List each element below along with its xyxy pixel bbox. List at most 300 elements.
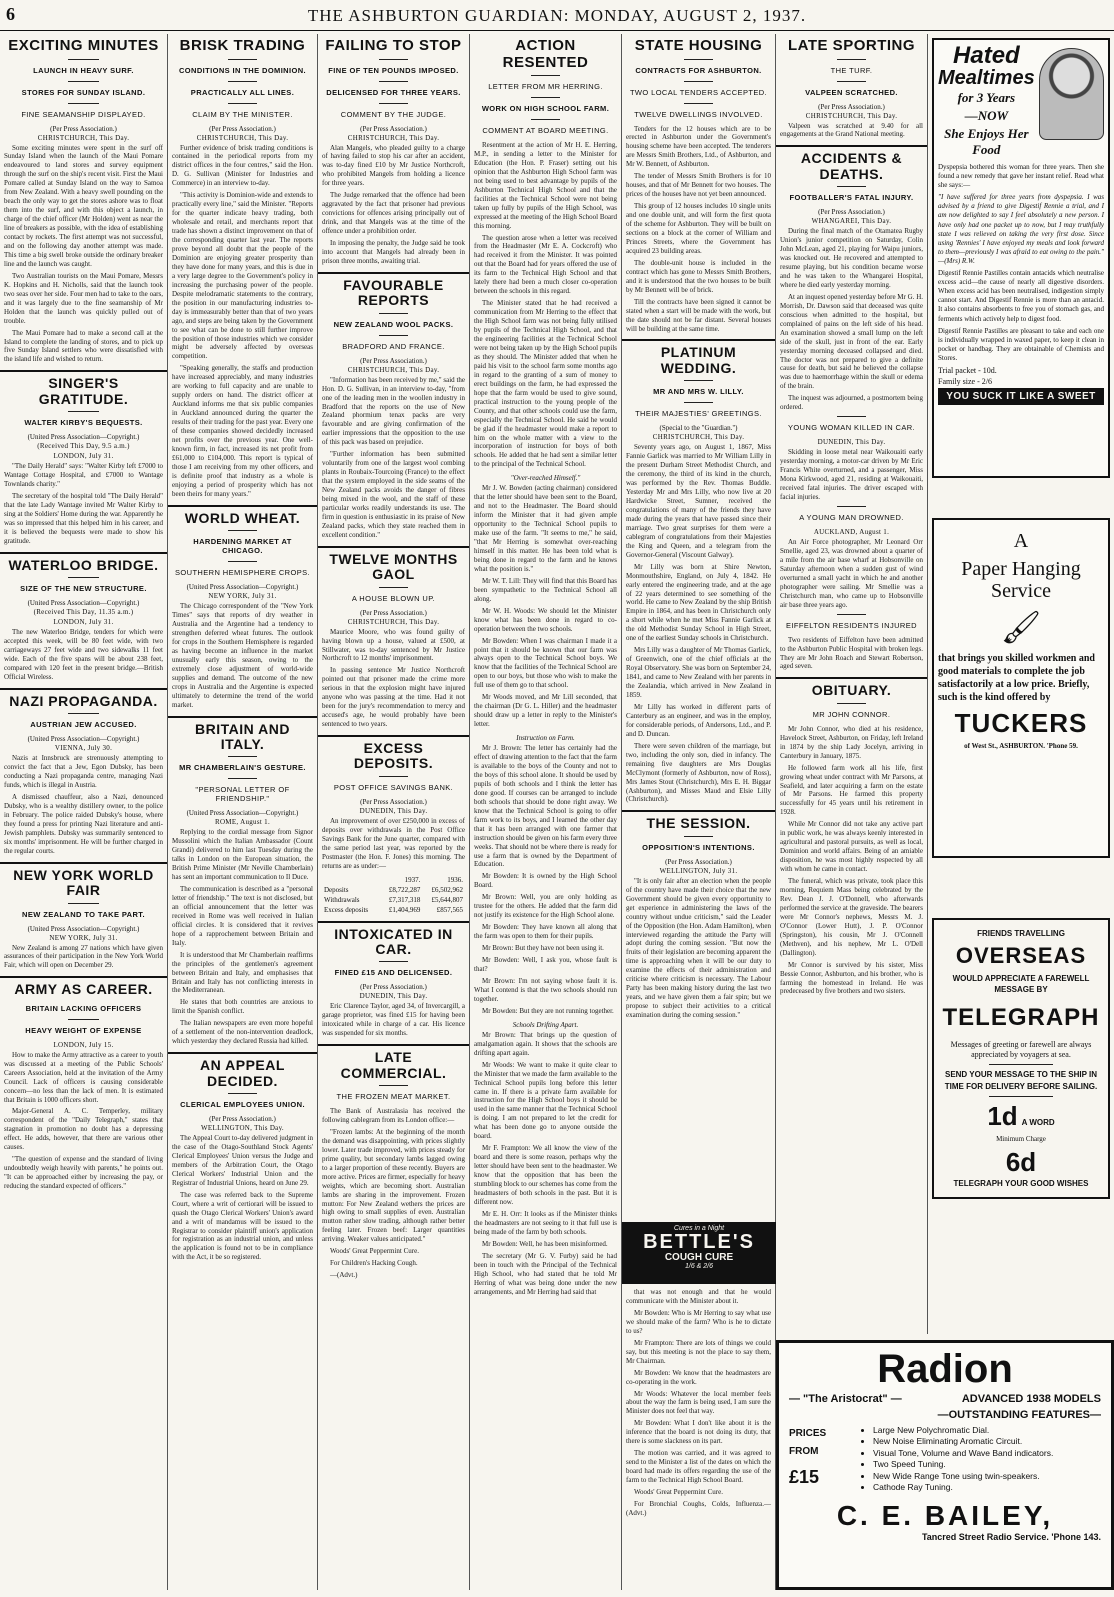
headline: ACTION RESENTED: [502, 37, 589, 71]
masthead-title: THE ASHBURTON GUARDIAN: MONDAY, AUGUST 2, 1937.: [307, 6, 807, 25]
dateline: LONDON, July 15.: [53, 1040, 114, 1049]
story-failing-to-stop: [322, 38, 465, 266]
advanced-models: ADVANCED 1938 MODELS: [961, 1393, 1101, 1405]
page-number: 6: [6, 4, 15, 24]
story-singers-gratitude: [4, 376, 163, 545]
table-cell: £6,502,962: [431, 885, 463, 894]
divider: [837, 186, 866, 187]
ad-subtitle: —NOW: [964, 108, 1009, 123]
dateline: DUNEDIN, This Day.: [359, 806, 428, 815]
press-credit: (United Press Association—Copyright.): [27, 599, 140, 608]
dateline: WELLINGTON, This Day.: [201, 1123, 284, 1132]
rate-unit: A WORD: [1021, 1117, 1055, 1127]
press-credit: (Per Press Association.): [360, 124, 427, 133]
story-separator: [318, 1044, 469, 1046]
press-credit: (Per Press Association.): [360, 797, 427, 806]
dealer-name: C. E. BAILEY,: [836, 1499, 1054, 1531]
paragraph: Mr F. Frampton: We all know the view of the board and there is some reason, perhaps why the letter should have been sent to the headmaster. We know that the opposition that has been the stumbling block to our schemes has come from the headmasters of both schools in the past. But it is different now.: [474, 1144, 617, 1206]
paragraph: This group of 12 houses includes 10 single units and one double unit, and will form the first quota of the scheme for Ashburton. They will be built on sections on a block at the corner of William and Princes Streets, where the Government has acquired 23 building areas.: [626, 202, 771, 255]
price-amount: £15: [789, 1467, 820, 1487]
list-item: • New Wide Range Tone using twin-speakers.: [873, 1471, 1053, 1482]
press-credit: (Per Press Association.): [665, 857, 732, 866]
paragraph: In passing sentence Mr Justice Northcroft pointed out that prisoner made the crime more serious in that the explosion might have injured anyone who was passing at the time. Had it not been for the jury's recommendation to mercy and accused's age, he would probably have been sentenced to two years.: [322, 666, 465, 729]
subheadline: BRITAIN LACKING OFFICERS: [25, 1003, 142, 1013]
paragraph: Mr Lilly has worked in different parts of Canterbury as an engineer, and was in the employ, for considerable periods, of Andersons, Ltd., and P. and D. Duncan.: [626, 702, 771, 738]
dateline: LONDON, July 31.: [53, 618, 114, 627]
paragraph: that was not enough and that he would communicate with the Minister about it.: [626, 1288, 771, 1305]
story-separator: [168, 716, 317, 718]
subheadline: TWELVE DWELLINGS INVOLVED.: [634, 109, 763, 119]
headline: THE SESSION.: [646, 815, 751, 832]
paragraph: Mr Woods: Whatever the local member feels about the way the farm is being used, I am sure the Minister does not feel that way.: [626, 1389, 771, 1416]
paragraph: Nazis at Innsbruck are strenuously attempting to convict the fact that a Jew, Egon Dubsky, has been conducting a Nazi propaganda centre, managing Nazi funds, which is illegal in Austria.: [4, 754, 163, 790]
ad-price-line: [938, 377, 1104, 386]
paragraph: Alan Mangels, who pleaded guilty to a charge of having failed to stop his car after an accident, was to-day fined £10 by Mr Justice Northcroft, who prohibited Mangels from holding a licence for three years.: [322, 143, 465, 188]
paragraph: The communication is described as a "personal letter of friendship." The text is not disclosed, but an official announcement that the letter was received in Rome was well received in Italian official circles. It is considered that it revives hope of a rapprochement between Britain and Italy.: [172, 885, 313, 947]
story-separator: [318, 735, 469, 737]
divider: [68, 103, 100, 104]
divider: [989, 1064, 1054, 1065]
table-header-row: [322, 875, 465, 885]
paragraph: Mr Bowden: When I was chairman I made it a point that it should be known that our farm was always open to the Technical School boys. We know that the facilities of the Technical School are open to our boys, but those who wish to make the full use of them go to that school.: [474, 636, 617, 690]
divider: [989, 1096, 1054, 1097]
rennie-title-block: [938, 44, 1035, 160]
headline: BRISK TRADING: [179, 37, 306, 54]
story-exciting-minutes: [4, 38, 163, 364]
table-cell: Withdrawals: [324, 895, 360, 904]
advert-line: Woods' Great Peppermint Cure.: [330, 1247, 419, 1256]
telegraph-advert: [932, 918, 1110, 1199]
story-twelve-months-gaol: [322, 552, 465, 729]
subheadline: A YOUNG MAN DROWNED.: [799, 512, 904, 522]
paragraph: Mr Woods: We want to make it quite clear to the Minister that we made the farm available to the Technical School pupils long before this letter came in. If there is a private farm available for instruction for the High School boys it should be used in the same manner that the Technical School is doing. I am not prepared to let the credit for what has been done go to anyone outside the board.: [474, 1060, 617, 1141]
press-credit: (Per Press Association.): [818, 102, 885, 111]
story-late-sporting: [780, 38, 923, 139]
paragraph: How to make the Army attractive as a career to youth was discussed at a meeting of the Public Schools' Careers Association, held at the invitation of the Army Council. Lack of officers is causing considerable concern—no less than the lack of men. It is estimated that Britain is 1000 officers short.: [4, 1050, 163, 1104]
divider: [68, 713, 100, 714]
paragraph: The case was referred back to the Supreme Court, where a writ of certiorari will be issued to quash the Otago Clerical Workers' Union's award and a writ of mandamus will be issued to the Registrar to consider plaintiff union's application for registration as an industrial union, and unless the application is found not to be in compliance with the Act, it be so registered.: [172, 1190, 313, 1262]
divider: [837, 59, 866, 60]
divider: [684, 380, 713, 381]
subheadline: CONDITIONS IN THE DOMINION.: [178, 65, 307, 75]
divider: [531, 75, 560, 76]
woman-illustration: [1039, 48, 1104, 140]
paragraph: The funeral, which was private, took place this morning, Requiem Mass being celebrated by the Rev. Dean J. J. O'Donnell, who afterwards performed the service at the graveside. The bearers were Mr Connor's nephews, Messrs M. J. O'Connor (Lower Hutt), J. P. O'Connor (Springston), his cousin, Mr J. O'Connell (Methven), and his nephew, Mr L. O'Dell (Dallington).: [780, 877, 923, 957]
subheadline: "PERSONAL LETTER OF FRIENDSHIP.": [195, 785, 290, 804]
story-action-resented: [474, 38, 617, 1296]
column-1: [0, 34, 168, 1590]
masthead: [0, 0, 1114, 31]
paragraph: Resentment at the action of Mr H. E. Herring, M.P., in sending a letter to the Minister for Education (the Hon. P. Fraser) setting out his opinion that the Ashburton High School farm was not being used to best advantage by pupils of the Ashburton Technical High School and that the facilities at the Technical School were not being taken up fully by pupils of the High School, was expressed at the meeting of the High School Board this morning.: [474, 141, 617, 230]
paragraph: Further evidence of brisk trading conditions is contained in the periodical reports from my district offices in the four centres," said the Hon. D. G. Sullivan (Minister for Industries and Commerce) in an interview to-day.: [172, 143, 313, 188]
press-credit: (United Press Association—Copyright.): [27, 433, 140, 442]
list-item: • Cathode Ray Tuning.: [873, 1482, 1053, 1493]
received-line: (Received This Day, 9.5 a.m.): [37, 442, 130, 451]
paragraph: During the final match of the Otamatea Rugby Union's junior competition on Saturday, Colin John McLean, aged 21, playing for Waipu juniors, was knocked out. He recovered and attempted to resume playing, but his condition became worse and he was taken to the Whangarei Hospital, where he died early yesterday morning.: [780, 227, 923, 289]
divider: [684, 59, 713, 60]
paragraph: The secretary of the hospital told "The Daily Herald" that the late Lady Wantage invited Mr Walter Kirby to sing at the Soldiers' Home during the war. Apparently he was so impressed that this helped him in his career, and it is believed the bequests were made to show his gratitude.: [4, 492, 163, 545]
table-header: [322, 875, 380, 885]
paragraph: In imposing the penalty, the Judge said he took into account that Mangels had already been in prison three months, awaiting trial.: [322, 239, 465, 265]
subheadline: SOUTHERN HEMISPHERE CROPS.: [175, 568, 310, 578]
column-7-adverts: [928, 34, 1114, 1334]
ad-paragraph: Dyspepsia bothered this woman for three years. Then she found a new remedy that gave her instant relief. Read what she says:—: [938, 163, 1104, 190]
paragraph: The Chicago correspondent of the "New York Times" says that reports of dry weather in Australia and the Argentine had a tendency to strengthen deferred wheat futures. The outlook for crops in the Southern Hemisphere is regarded as having become an influence in the market unusually early this season, owing to the extremely close adjustment of world-wide supplies and demand. The outcome of the new crops in Australia and the Argentine is expected ultimately to determine the trend of the world market.: [172, 602, 313, 709]
dateline: AUCKLAND, August 1.: [813, 527, 890, 536]
divider: [837, 81, 866, 82]
story-waterloo-bridge: [4, 558, 163, 682]
dateline: NEW YORK, July 31.: [49, 933, 118, 942]
received-line: (Received This Day, 11.35 a.m.): [33, 608, 134, 617]
ad-slogan: YOU SUCK IT LIKE A SWEET: [938, 388, 1104, 405]
subheadline: OPPOSITION'S INTENTIONS.: [642, 842, 755, 852]
list-item: • Two Speed Tuning.: [873, 1459, 1053, 1470]
paragraph: It is understood that Mr Chamberlain reaffirms the principles of the gentlemen's agreement between Britain and Italy, and emphasises that Britain and Italy has not conflicting interests in the Mediterranean.: [172, 950, 313, 995]
table-header: 1936.: [447, 875, 463, 884]
paragraph: "Information has been received by me," said the Hon. D. G. Sullivan, in an interview to-day, "from one of the leading men in the woollen industry in Bradford that the reports on the use of New Zealand phormium tenax packs are very favourable and are giving confirmation of the earlier impressions that the opposition to the use of this pack was based on prejudice.: [322, 375, 465, 447]
press-credit: (Per Press Association.): [818, 208, 885, 217]
headline: OBITUARY.: [811, 682, 892, 699]
divider: [68, 59, 100, 60]
paragraph: The Bank of Australasia has received the following cablegram from its London office:—: [322, 1106, 465, 1124]
advert-line: Woods' Great Peppermint Cure.: [634, 1488, 723, 1497]
paragraph: The new Waterloo Bridge, tenders for which were accepted this week, will be 80 feet wide, with two carriageways 27 feet wide and two sidewalks 11 feet wide. Each of the five spans will be about 238 feet, compared with 120 feet in the present bridge.—British Official Wireless.: [4, 628, 163, 681]
rennie-header: [938, 44, 1104, 160]
subheadline: A HOUSE BLOWN UP.: [351, 593, 436, 603]
ad-title: Paper Hanging Service: [961, 558, 1081, 602]
story-separator: [0, 688, 167, 690]
ad-title: A: [1013, 530, 1029, 552]
prices-label: PRICES: [789, 1428, 827, 1439]
ad-brand: TUCKERS: [954, 708, 1088, 738]
ad-tagline: Cures in a Night: [673, 1225, 725, 1232]
story-obituary: [780, 683, 923, 996]
radion-body: [789, 1425, 1101, 1494]
paragraph: Mr Bowden: Well, I ask you, whose fault is that?: [474, 956, 617, 974]
divider: [228, 778, 256, 779]
column-2: [168, 34, 318, 1590]
headline: WATERLOO BRIDGE.: [8, 556, 159, 573]
paragraph: Mr Lilly was born at Shire Newton, Monmouthshire, England, on July 4, 1842. He early entered the engineering trade, and at the age of 22 years determined to see something of the world. He came to New Zealand by the ship British Empire in 1864, and has been in Christchurch only a short while when he met Miss Fannie Garlick at the old Methodist Sunday School in High Street, one of the earliest Sunday schools in Christchurch.: [626, 562, 771, 643]
ad-price: 1/6 & 2/6: [684, 1263, 714, 1270]
divider: [531, 97, 560, 98]
dealer-address: Tancred Street Radio Service. 'Phone 143.: [921, 1531, 1101, 1542]
table-cell: £5,644,807: [431, 895, 463, 904]
headline: INTOXICATED IN CAR.: [334, 925, 453, 957]
paragraph: The double-unit house is included in the contract which has gone to Messrs Smith Brothers, and it is understood that the two houses to be built by Mr Bennett will be of brick.: [626, 258, 771, 294]
headline: EXCITING MINUTES: [8, 37, 159, 54]
paragraph: Mr Frampton: There are lots of things we could say, but this meeting is not the place to say them, Mr Chairman.: [626, 1338, 771, 1365]
divider: [228, 756, 256, 757]
story-the-session: [626, 816, 771, 1020]
paragraph: Mr Bowden: It is owned by the High School Board.: [474, 872, 617, 890]
story-separator: [0, 862, 167, 864]
subheadline: MR AND MRS W. LILLY.: [653, 387, 744, 397]
paragraph: The Italian newspapers are even more hopeful of a settlement of the non-intervention deadlock, which yesterday they declared Russia had killed.: [172, 1019, 313, 1046]
divider: [379, 335, 408, 336]
paragraph: Replying to the cordial message from Signor Mussolini which the Italian Ambassador (Count Grandi) delivered to him last Tuesday during the talks in London on the European situation, the British Prime Minister (Mr Neville Chamberlain) has sent an important communication to Il Duce.: [172, 828, 313, 882]
paragraph: Two Australian tourists on the Maui Pomare, Messrs K. Hopkins and H. Nicholls, said that the launch took two seas over her side. Four men had to take to the oars, and it was largely due to the fine seamanship of Mr Holden that the launch was quickly pulled out of trouble.: [4, 271, 163, 325]
divider: [837, 703, 866, 704]
tuckers-advert: [932, 518, 1110, 858]
paragraph: Mr Brown: That brings up the question of amalgamation again. It shows that the schools are drifting apart again.: [474, 1030, 617, 1057]
headline: FAILING TO STOP: [325, 37, 462, 54]
dateline: CHRISTCHURCH, This Day.: [652, 433, 745, 442]
story-separator: [318, 272, 469, 274]
table-cell: £8,722,287: [388, 885, 421, 894]
divider: [684, 81, 713, 82]
story-appeal-decided: [172, 1058, 313, 1262]
subheadline: STORES FOR SUNDAY ISLAND.: [21, 87, 146, 97]
paragraph: The inquest was adjourned, a postmortem being ordered.: [780, 394, 923, 412]
headline: PLATINUM WEDDING.: [660, 344, 737, 376]
story-britain-and-italy: [172, 722, 313, 1047]
story-separator: [168, 1052, 317, 1054]
divider: [837, 416, 866, 417]
dateline: CHRISTCHURCH, This Day.: [37, 133, 130, 142]
headline: SINGER'S GRATITUDE.: [38, 375, 129, 407]
divider: [531, 119, 560, 120]
story-late-commercial: [322, 1050, 465, 1280]
story-state-housing: [626, 38, 771, 333]
price-block: [789, 1425, 859, 1494]
paragraph: Tenders for the 12 houses which are to be erected in Ashburton under the Government's housing scheme have been accepted. The tenderers are Messrs Smith Brothers, Ltd., of Ashburton, and Mr W. Bennett, of Ashburton.: [626, 124, 771, 169]
paragraph: Mr Connor is survived by his sister, Miss Bessie Connor, Ashburton, and his brother, who is farming the homestead in Ireland. He was predeceased by five brothers and two sisters.: [780, 960, 923, 996]
paragraph: Mr J. Brown: The letter has certainly had the effect of drawing attention to the fact that the farm is available to the boys of the County and not to the boys of this school alone. It should be used by pupils of both schools and I think the letter has done good. If courses can be arranged to include both schools that should be done right away. We know that the Technical School is going to offer farm work to its boys, and I learned the other day that it has been arranged with one farmer that instruction should be given on his farm every three weeks. That should not be where there is ready for use a farm that is owned by the Department of Education.: [474, 744, 617, 869]
ad-brand: Radion: [877, 1347, 1013, 1391]
paragraph: While Mr Connor did not take any active part in public work, he was always keenly interested in agricultural and pastoral pursuits, as well as local, Dominion and world affairs. Being of an amiable disposition, he was most highly respected by all with whom he came in contact.: [780, 820, 923, 874]
paragraph: At an inquest opened yesterday before Mr G. H. Morrish, Dr. Dawson said that deceased was quite conscious when admitted to the hospital, but complained of pains on the left side of his head. An examination showed a small lump on the left side of the skull, just in front of the ear. Early yesterday morning deceased collapsed and died. The doctor was not prepared to give a definite cause for death, but said he believed the collapse was due to haemorrhage within the skull or edema of the brain.: [780, 292, 923, 391]
subheadline: HEAVY WEIGHT OF EXPENSE: [25, 1025, 142, 1035]
ad-line: TELEGRAPH YOUR GOOD WISHES: [953, 1178, 1089, 1188]
paragraph: An Air Force photographer, Mr Leonard Orr Smellie, aged 23, was drowned about a quarter of a mile from the air base wharf at Hobsonville on Saturday afternoon when a sudden gust of wind overturned a small yacht in which he and another photographer were sailing. Mr Smellie was a Christchurch man, who came up to Hobsonville air base three years ago.: [780, 537, 923, 609]
paragraph: Mr E. H. Orr: It looks as if the Minister thinks the headmasters are not seeing to it that full use is being made of the farm by both schools.: [474, 1209, 617, 1236]
paragraph: Two residents of Eiffelton have been admitted to the Ashburton Public Hospital with broken legs. They are Mr John Roach and Stewart Robertson, aged seven.: [780, 635, 923, 671]
column-3: [318, 34, 470, 1590]
headline: NAZI PROPAGANDA.: [9, 692, 158, 709]
paragraph: The Maui Pomare had to make a second call at the Island to complete the landing of stores, and to pick up five Sunday Island settlers who were dissatisfied with the island life and wished to return.: [4, 328, 163, 364]
press-credit: (Per Press Association.): [209, 124, 276, 133]
story-separator: [0, 370, 167, 372]
dateline: CHRISTCHURCH, This Day.: [347, 133, 440, 142]
paragraph: Some exciting minutes were spent in the surf off Sunday Island when the launch of the Maui Pomare endeavoured to land stores and survey equipment through the surf on the ship's recent visit. First the Maui Pomare called at Sunday Island on the way to Samoa from New Zealand. With a heavy swell pounding on the beach the only way to get the stores ashore was to float them into the surf, and with this object a launch, in charge of the chief officer (Mr Holden) went as near the line of breakers as possible, with the idea of establishing contact by rockets. The first attempt was not successful, and on the following day another attempt was made. This time a big swell broke outside the ordinary breaker line and the launch was caught.: [4, 143, 163, 268]
table-cell: £857,565: [436, 905, 463, 914]
paragraph: Mr W. H. Woods: We should let the Minister know what has been done in regard to co-operation between the two schools.: [474, 606, 617, 633]
divider: [684, 836, 713, 837]
paragraph: "This activity is Dominion-wide and extends to practically every line," said the Minister. "Reports for the quarter indicate heavy trading, both wholesale and retail, and merchants report that trade has shown a distinct improvement on that of the corresponding quarter last year. The reports prove beyond all doubt that the people of the Dominion are enjoying greater prosperity than they have done for many years, and this is due in a very large degree to the Government's policy in increasing the purchasing power of the people. Despite melodramatic statements to the contrary, the position in our manufacturing industries to-day is immeasurably better than that of two years ago, and steps are being taken by the Government to see what can be done to still further improve the position of those industries which we consider might be adversely affected by overseas competition.: [172, 191, 313, 361]
headline: WORLD WHEAT.: [184, 509, 301, 526]
table-row: [322, 905, 465, 915]
paragraph: Mr Bowden: They have known all along that the farm was open to them for their pupils.: [474, 923, 617, 941]
subheadline: POST OFFICE SAVINGS BANK.: [333, 782, 454, 792]
paragraph: He followed farm work all his life, first growing wheat under contract with Mr Parsons, at Seafield, and later acquiring a farm on the estate of Mr Parsons. He farmed this property successfully for 45 years until his retirement in 1928.: [780, 763, 923, 817]
paragraph: Mr Bowden: What I don't like about it is the inference that the board is not doing its duty, that there is some slackness on its part.: [626, 1419, 771, 1446]
press-credit: (United Press Association—Copyright.): [186, 583, 299, 592]
paragraph: An improvement of over £250,000 in excess of deposits over withdrawals in the Post Office Savings Bank for the June quarter, compared with the same period last year, was reported by the Postmaster (the Hon. F. Jones) this morning. The returns are as under:—: [322, 816, 465, 870]
paragraph: Maurice Moore, who was found guilty of having blown up a house, valued at £500, at Stillwater, was to-day sentenced by Mr Justice Northcroft to 12 months' imprisonment.: [322, 627, 465, 663]
subheadline: MR JOHN CONNOR.: [812, 709, 891, 719]
subheadline: FINE SEAMANSHIP DISPLAYED.: [21, 109, 146, 119]
paragraph: A dismissed chauffeur, also a Nazi, denounced Dubsky, who is a wealthy distillery owner, to the police in February. The police raided Dubsky's house, where they found a press for printing Nazi literature and anti-Jewish pamphlets. Dubsky was summarily sentenced to six months' imprisonment. He will be further charged in the regular courts.: [4, 793, 163, 855]
paragraph: He states that both countries are anxious to limit the Spanish conflict.: [172, 998, 313, 1016]
headline: LATE COMMERCIAL.: [340, 1049, 447, 1081]
subheadline: LAUNCH IN HEAVY SURF.: [33, 65, 134, 75]
ad-address: of West St., ASHBURTON. 'Phone 59.: [964, 742, 1078, 750]
story-separator: [0, 976, 167, 978]
advert-line: —(Advt.): [330, 1271, 358, 1280]
dateline: NEW YORK, July 31.: [208, 592, 277, 601]
list-item: • Visual Tone, Volume and Wave Band indicators.: [873, 1448, 1053, 1459]
paragraph: The Judge remarked that the offence had been aggravated by the fact that prisoner had previous convictions for offences arising principally out of drink, and that Mangels was at the time of the offence under a prohibition order.: [322, 191, 465, 236]
paragraph: "It is only fair after an election when the people of the country have made their choice that the new Government should be given every opportunity to get experience in administering the laws of the country without undue criticism," said the Leader of the Opposition (the Hon. Adam Hamilton), when interviewed regarding the attitude the Party will adopt during the coming session. "But now the fruits of their legislation are becoming apparent the time is approaching when it will be our duty to examine the effects of their administration and criticise where criticism is necessary. The Labour Party has been making history during the last two years, and we have given them a fair spin; but we propose to subject their activities to a critical examination during the coming session.": [626, 876, 771, 1020]
ad-line: SEND YOUR MESSAGE TO THE SHIP IN TIME FOR DELIVERY BEFORE SAILING.: [944, 1070, 1098, 1091]
ad-subtitle: for 3 Years: [957, 90, 1016, 105]
subheadline: CLAIM BY THE MINISTER.: [192, 109, 293, 119]
divider: [228, 103, 256, 104]
story-platinum-wedding: [626, 345, 771, 804]
subheadline: PRACTICALLY ALL LINES.: [190, 87, 295, 97]
rate-line: [940, 1101, 1102, 1132]
paragraph: Till the contracts have been signed it cannot be stated when a start will be made with the work, but the date should not be far distant. Several houses will be building at the same time.: [626, 297, 771, 333]
list-item: • New Noise Eliminating Aromatic Circuit.: [873, 1436, 1053, 1447]
subheadline: TWO LOCAL TENDERS ACCEPTED.: [629, 87, 768, 97]
paragraph: Mr John Connor, who died at his residence, Havelock Street, Ashburton, on Friday, left Ireland in 1874 by the ship Lady Jocelyn, arriving in Canterbury in January, 1875.: [780, 724, 923, 760]
dateline: DUNEDIN, This Day.: [817, 438, 886, 447]
paragraph: Mr Brown: I'm not saying whose fault it is. What I contend is that the two schools should run together.: [474, 976, 617, 1003]
headline: FAVOURABLE REPORTS: [343, 276, 444, 309]
subheadline: FOOTBALLER'S FATAL INJURY.: [789, 193, 914, 203]
inline-heading: Schools Drifting Apart.: [512, 1020, 579, 1029]
press-credit: (Per Press Association.): [209, 1114, 276, 1123]
paragraph: New Zealand is among 27 nations which have given assurances of their participation in the New York World Fair, which will open on December 29.: [4, 943, 163, 970]
press-credit: (United Press Association—Copyright.): [186, 809, 299, 818]
press-credit: (United Press Association—Copyright.): [27, 735, 140, 744]
divider: [68, 81, 100, 82]
paragraph: Mr Woods moved, and Mr Lill seconded, that the chairman (Dr G. L. Hiller) and the headmaster should draw up a letter in reply to the Minister's letter.: [474, 693, 617, 729]
dateline: DUNEDIN, This Day.: [359, 992, 428, 1001]
dateline: CHRISTCHURCH, This Day.: [805, 111, 898, 120]
subheadline: LETTER FROM MR HERRING.: [488, 82, 603, 91]
headline: NEW YORK WORLD FAIR: [13, 866, 154, 899]
divider: [379, 59, 408, 60]
advert-line: For Bronchial Coughs, Colds, Influenza.—(Advt.): [626, 1500, 771, 1517]
divider: [379, 313, 408, 314]
ad-title: TELEGRAPH: [942, 1003, 1100, 1031]
subheadline: DELICENSED FOR THREE YEARS.: [326, 87, 461, 97]
divider: [228, 1093, 256, 1094]
bettles-cough-cure-ad: [622, 1222, 776, 1284]
headline: BRITAIN AND ITALY.: [195, 720, 290, 752]
advert-line: For Children's Hacking Cough.: [330, 1259, 418, 1268]
ad-paragraph: that brings you skilled workmen and good materials to complete the job satisfactorily at a low price. Briefly, such is the kind offered by: [938, 653, 1095, 703]
ad-product: COUGH CURE: [664, 1252, 734, 1263]
paragraph: The question arose when a letter was received from the Headmaster (Mr E. A. Cockcroft) who had received it from the Minister. It was pointed out that the Board had for years offered the use of its farm to the Technical High School and that lately there had been a much closer co-operation between the schools in this regard.: [474, 233, 617, 296]
subheadline: THE FROZEN MEAT MARKET.: [336, 1091, 451, 1101]
table-cell: £1,404,969: [388, 905, 421, 914]
story-new-york-world-fair: [4, 868, 163, 971]
dateline: VIENNA, July 30.: [54, 744, 113, 753]
divider: [68, 577, 100, 578]
story-intoxicated-in-car: [322, 927, 465, 1039]
paragraph: Mr Bowden: Who is Mr Herring to say what use we should make of the farm? Who is he to dictate to us?: [626, 1308, 771, 1335]
divider: [379, 776, 408, 777]
paintbrush-icon: 🖌: [1000, 609, 1042, 645]
subheadline: SIZE OF THE NEW STRUCTURE.: [20, 584, 147, 594]
from-label: FROM: [789, 1446, 819, 1457]
press-credit: (United Press Association—Copyright.): [27, 924, 140, 933]
column-6: [776, 34, 928, 1334]
paragraph: The secretary (Mr G. V. Furby) said he had been in touch with the Principal of the Technical High School, who had stated that he told Mr Herring of what was being done under the new arrangements, and Mr Herring had said that: [474, 1251, 617, 1296]
story-accidents-and-deaths: [780, 151, 923, 671]
divider: [379, 587, 408, 588]
rate-per-word: 1d: [987, 1100, 1018, 1131]
subheadline: FINED £15 AND DELICENSED.: [334, 968, 453, 978]
list-item: • Large New Polychromatic Dial.: [873, 1425, 1053, 1436]
rennie-advert: [932, 38, 1110, 478]
story-nazi-propaganda: [4, 694, 163, 856]
dateline: WELLINGTON, July 31.: [659, 866, 738, 875]
deposits-table: [322, 875, 465, 915]
story-separator: [318, 546, 469, 548]
ad-title: OVERSEAS: [955, 943, 1087, 969]
ad-subheading: [789, 1393, 1101, 1405]
story-separator: [318, 921, 469, 923]
subheadline: MR CHAMBERLAIN'S GESTURE.: [179, 763, 306, 773]
ad-paragraph: Messages of greeting or farewell are always appreciated by voyagers at sea.: [950, 1039, 1092, 1059]
paragraph: "The Daily Herald" says: "Walter Kirby left £7000 to Wantage Cottage Hospital, and £7000 to Wantage Townlands charity.": [4, 462, 163, 489]
paragraph: "Further information has been submitted voluntarily from one of the largest wool combing plants in Roubaix-Tourcoing (France) to the effect that the system employed in the side seams of the New Zealand packs avoids the danger of fibres being mixed in the wool, and the staff of these particular works readily understands its use. The firm in question is enthusiastic in its praise of New Zealand packs, which they state reached them in excellent condition.": [322, 450, 465, 539]
paragraph: Valpeen was scratched at 9.40 for all engagements at the Grand National meeting.: [780, 121, 923, 139]
story-excess-deposits: [322, 741, 465, 915]
subheadline: BRADFORD AND FRANCE.: [342, 341, 445, 351]
divider: [837, 506, 866, 507]
paragraph: Mr Bowden: Well, he has been misinformed.: [482, 1239, 608, 1248]
radion-advert: [776, 1340, 1114, 1590]
story-brisk-trading: [172, 38, 313, 499]
dateline: CHRISTCHURCH, This Day.: [196, 133, 289, 142]
paragraph: The tender of Messrs Smith Brothers is for 10 houses, and that of Mr Bennett for two houses. The prices of the houses have not yet been announced.: [626, 172, 771, 199]
subheadline: THEIR MAJESTIES' GREETINGS.: [635, 409, 762, 419]
ad-brand: BETTLE'S: [643, 1231, 755, 1253]
paragraph: Mr Brown: But they have not been using it.: [482, 944, 604, 953]
dateline: CHRISTCHURCH, This Day.: [347, 617, 440, 626]
divider: [379, 1085, 408, 1086]
inline-heading: "Over-reached Himself.": [510, 474, 581, 483]
subheadline: NEW ZEALAND TO TAKE PART.: [22, 909, 145, 919]
paragraph: "Frozen lambs: At the beginning of the month the demand was disappointing, with prices slightly lower. Later trade improved, with prices steady for prime quality, but secondary lambs lagged owing to a larger proportion of these recently. Buyers are more active. Prices are firmer, especially for heavy weights, which are becoming short. Australian lambs are sharing in the improvement. Frozen mutton: For New Zealand wethers the prices are high owing to small supplies of even. Australian mutton rather slow trading, although rather better feeling later. Frozen beef: Larger quantities arriving. Weaker values anticipated.": [322, 1127, 465, 1244]
ad-price-line: [938, 366, 1104, 375]
headline: TWELVE MONTHS GAOL: [329, 550, 458, 583]
headline: EXCESS DEPOSITS.: [353, 740, 434, 772]
divider: [68, 903, 100, 904]
ad-subtitle: She Enjoys Her Food: [944, 126, 1029, 157]
story-favourable-reports: [322, 278, 465, 540]
headline: STATE HOUSING: [634, 37, 763, 54]
family-price: Family size - 2/6: [938, 376, 992, 386]
story-separator: [776, 677, 927, 679]
trial-price: Trial packet - 10d.: [938, 365, 997, 375]
press-credit: (Per Press Association.): [360, 983, 427, 992]
divider: [684, 103, 713, 104]
dateline: ROME, August 1.: [214, 818, 271, 827]
story-separator: [776, 145, 927, 147]
story-separator: [622, 810, 775, 812]
ad-line: Minimum Charge: [996, 1134, 1046, 1143]
divider: [68, 411, 100, 412]
aristocrat-tag: — "The Aristocrat" —: [789, 1393, 902, 1405]
minimum-charge: 6d: [1005, 1146, 1037, 1177]
paragraph: "Speaking generally, the staffs and production have increased appreciably, and many industries are working to full capacity and are unable to supply orders on hand. The district officer at Auckland informs me that six public companies in Auckland announced during the quarter the results of their trading for the past year. Every one of these companies showed decidedly increased net profits over the previous year. One well-known firm, in fact, increased its net profit from £61,000 to £104,000. This report is typical of those I am receiving from my other officers, and is definite proof that industry as a whole is enjoying a period of prosperity which has not been theirs for many years.": [172, 364, 313, 498]
